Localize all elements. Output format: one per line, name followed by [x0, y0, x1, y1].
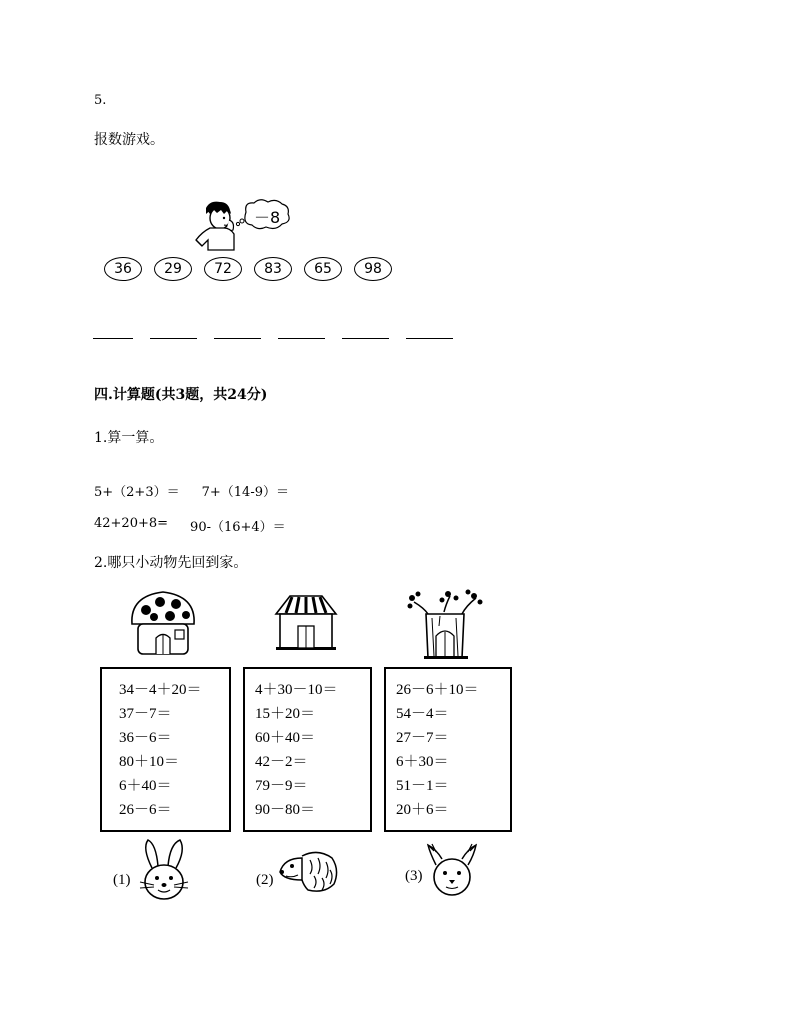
equation: 26－6＋10＝	[396, 682, 479, 698]
equation: 34－4＋20＝	[119, 682, 202, 698]
equation: 5+（2+3）＝	[94, 485, 180, 500]
number-circles	[104, 257, 392, 281]
striped-roof-house-icon	[272, 592, 340, 652]
squirrel-icon	[426, 843, 478, 897]
tree-house-icon	[404, 588, 488, 660]
answer-blank[interactable]	[406, 337, 453, 339]
question-prompt: 报数游戏。	[94, 132, 164, 148]
equation: 20＋6＝	[396, 802, 449, 818]
equation: 37－7＝	[119, 706, 172, 722]
animal-label: (2)	[256, 872, 274, 888]
equation: 51－1＝	[396, 778, 449, 794]
equation-box-1	[100, 667, 231, 832]
animal-label: (3)	[405, 868, 423, 884]
answer-blanks	[93, 337, 453, 339]
number-circle: 72	[204, 257, 242, 281]
equation: 80＋10＝	[119, 754, 180, 770]
calc1-row	[94, 481, 289, 500]
equation: 36－6＝	[119, 730, 172, 746]
answer-blank[interactable]	[342, 337, 389, 339]
question-number: 5.	[94, 93, 107, 108]
section-title: 四.计算题(共3题，共24分)	[94, 387, 268, 403]
equation: 15＋20＝	[255, 706, 316, 722]
equation: 26－6＝	[119, 802, 172, 818]
answer-blank[interactable]	[214, 337, 261, 339]
equation: 42－2＝	[255, 754, 308, 770]
answer-blank[interactable]	[278, 337, 325, 339]
equation: 42+20+8=	[94, 516, 169, 531]
calc2-prompt: 2.哪只小动物先回到家。	[94, 555, 248, 571]
number-circle: 36	[104, 257, 142, 281]
number-circle: 65	[304, 257, 342, 281]
speech-bubble-text: －8	[254, 208, 281, 227]
equation: 79－9＝	[255, 778, 308, 794]
animal-label: (1)	[113, 872, 131, 888]
rabbit-icon	[138, 838, 190, 902]
number-circle: 83	[254, 257, 292, 281]
calc1-prompt: 1.算一算。	[94, 430, 164, 446]
calc1-row	[94, 516, 286, 535]
mushroom-house-icon	[128, 588, 198, 658]
equation: 7+（14-9）＝	[201, 485, 289, 500]
number-circle: 29	[154, 257, 192, 281]
answer-blank[interactable]	[150, 337, 197, 339]
equation-box-3	[384, 667, 512, 832]
equation: 90-（16+4）＝	[190, 520, 286, 535]
equation: 4＋30－10＝	[255, 682, 338, 698]
number-circle: 98	[354, 257, 392, 281]
hedgehog-icon	[278, 850, 340, 894]
equation-box-2	[243, 667, 372, 832]
equation: 27－7＝	[396, 730, 449, 746]
equation: 90－80＝	[255, 802, 316, 818]
equation: 6＋30＝	[396, 754, 449, 770]
equation: 54－4＝	[396, 706, 449, 722]
answer-blank[interactable]	[93, 337, 133, 339]
equation: 60＋40＝	[255, 730, 316, 746]
equation: 6＋40＝	[119, 778, 172, 794]
